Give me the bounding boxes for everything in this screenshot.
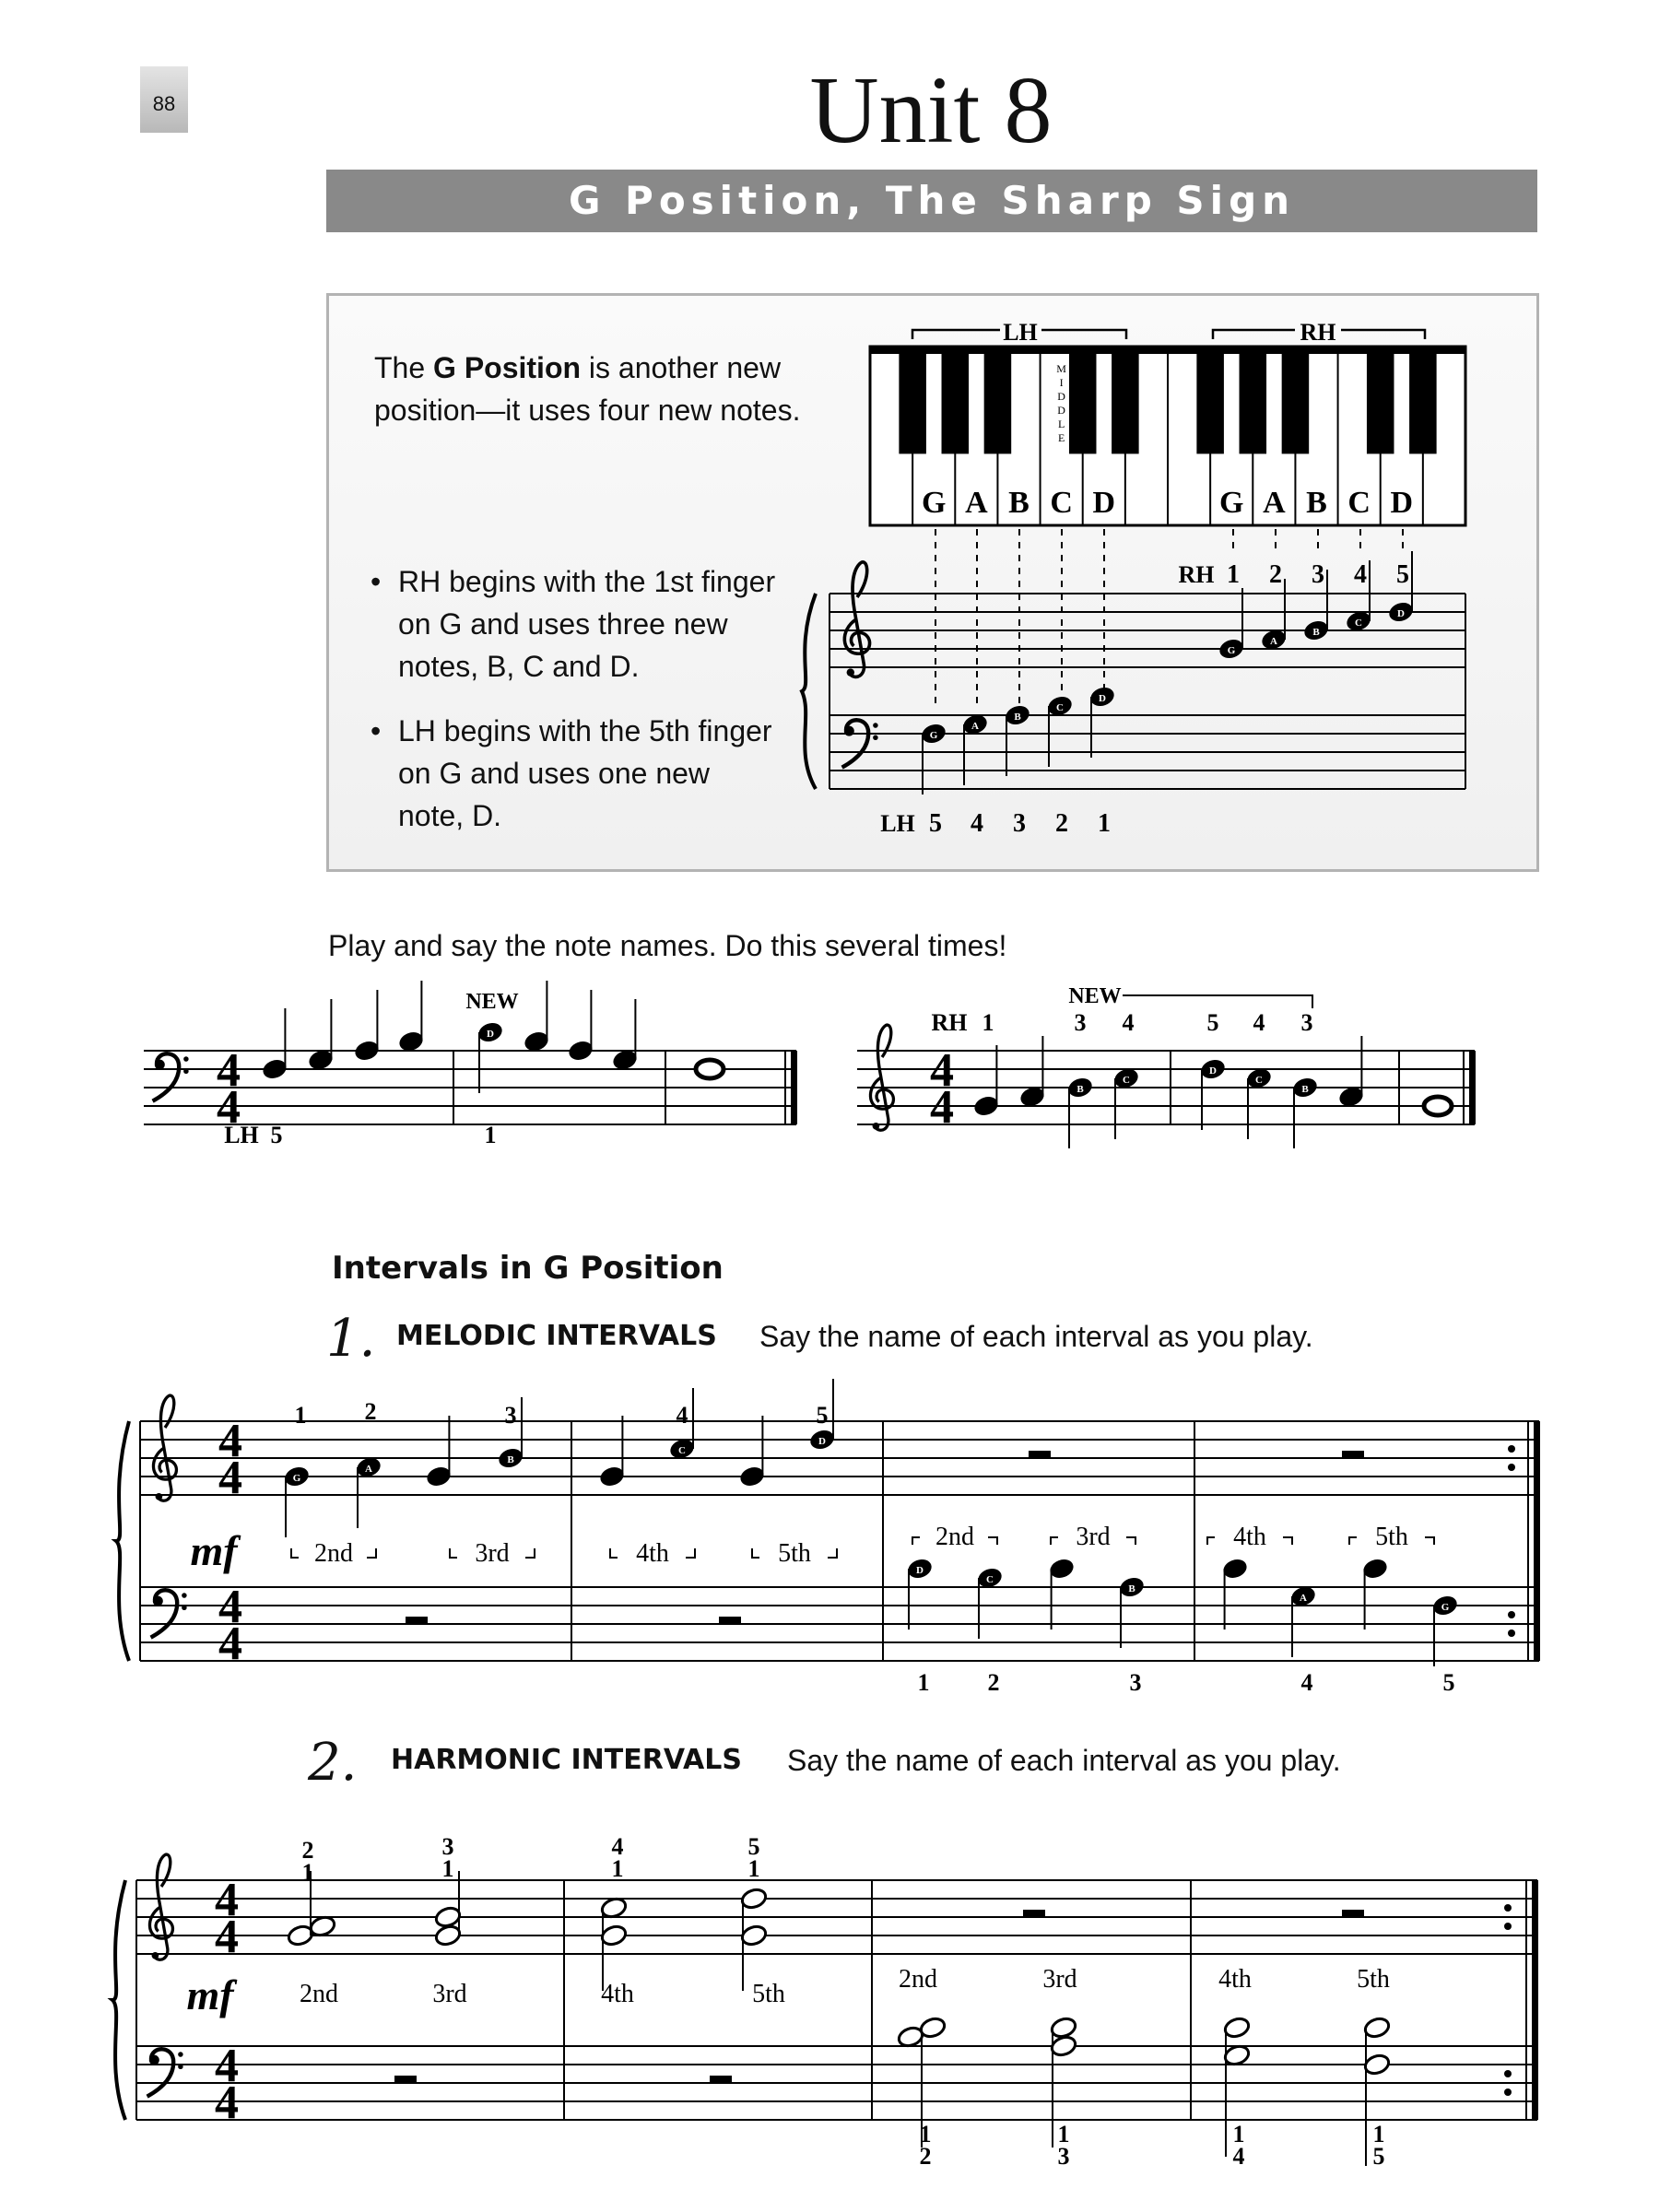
treble-clef <box>149 1854 172 1959</box>
note-letter: D <box>1099 693 1106 704</box>
rh-finger: 1 <box>294 1402 307 1429</box>
middle-letter: M <box>1056 362 1066 375</box>
bullet-rh-text: RH begins with the 1st finger on G and uses three new notes, B, C and D. <box>398 565 776 683</box>
half-note-head <box>600 1924 629 1947</box>
note-letter: C <box>1056 702 1064 713</box>
note-letter: D <box>916 1565 924 1576</box>
rh-finger: 3 <box>1300 1009 1313 1036</box>
rh-finger: 5 <box>1206 1009 1219 1036</box>
rh-finger-top: 4 <box>611 1833 624 1860</box>
rh-finger: 4 <box>1354 560 1367 589</box>
repeat-dot <box>1504 1904 1512 1912</box>
note-letter: C <box>1355 618 1362 629</box>
note-head <box>1048 1557 1075 1580</box>
black-key <box>899 347 926 453</box>
time-sig-top: 4 <box>217 1044 241 1097</box>
black-key <box>984 347 1012 453</box>
whole-rest <box>1023 1910 1045 1917</box>
note-letter: A <box>1270 636 1277 647</box>
note-letter: G <box>292 1473 301 1484</box>
whole-rest <box>1029 1451 1051 1458</box>
note-head <box>1018 1085 1045 1108</box>
repeat-dot <box>1504 2070 1512 2077</box>
harmonic-title: HARMONIC INTERVALS <box>391 1744 742 1776</box>
interval-label: 4th <box>1218 1965 1252 1994</box>
note-letter: B <box>1312 627 1320 638</box>
interval-label: 3rd <box>1076 1523 1111 1551</box>
note-head <box>1221 1557 1248 1580</box>
interval-label: 3rd <box>432 1980 467 2008</box>
interval-bracket-left <box>610 1548 618 1558</box>
middle-letter: I <box>1059 376 1064 389</box>
repeat-dot <box>1508 1630 1515 1637</box>
interval-bracket-right <box>525 1548 535 1558</box>
bass-clef <box>153 1053 189 1100</box>
note-head <box>567 1039 594 1062</box>
black-key <box>942 347 970 453</box>
note-letter: B <box>1301 1084 1309 1095</box>
note-head <box>738 1465 765 1488</box>
melodic-title: MELODIC INTERVALS <box>396 1320 717 1352</box>
half-note-head <box>1363 2016 1392 2040</box>
time-sig-top: 4 <box>218 1415 242 1467</box>
note-head <box>598 1465 625 1488</box>
note-head <box>307 1048 334 1071</box>
interval-label: 5th <box>752 1980 785 2008</box>
lh-finger: 1 <box>1098 809 1111 838</box>
lh-finger: 4 <box>971 809 983 838</box>
treble-clef <box>870 1025 893 1130</box>
key-label: A <box>965 486 988 520</box>
lh-finger: 1 <box>917 1669 930 1696</box>
intro-post: is another new position—it uses four new notes. <box>374 351 801 427</box>
interval-bracket-left <box>912 1537 920 1545</box>
lh-finger: 5 <box>929 809 942 838</box>
rh-finger-top: 5 <box>747 1833 760 1860</box>
interval-bracket-right <box>988 1537 997 1545</box>
interval-label: 3rd <box>475 1539 510 1568</box>
note-letter: D <box>487 1029 494 1040</box>
note-letter: A <box>971 721 979 732</box>
interval-bracket-right <box>367 1548 376 1558</box>
new-label: NEW <box>465 990 519 1014</box>
rh-finger: 1 <box>982 1009 994 1036</box>
interval-bracket-right <box>686 1548 695 1558</box>
whole-rest <box>406 1617 428 1624</box>
note-head <box>397 1030 424 1053</box>
melodic-number: 1. <box>326 1309 376 1369</box>
rh-finger-bottom: 1 <box>611 1855 624 1882</box>
intervals-heading: Intervals in G Position <box>332 1250 724 1287</box>
final-barline-thick <box>1534 1421 1540 1661</box>
interval-label: 4th <box>1233 1523 1266 1551</box>
note-head <box>261 1057 288 1080</box>
interval-label: 2nd <box>935 1523 974 1551</box>
note-letter: C <box>1255 1075 1263 1086</box>
repeat-dot <box>1508 1464 1515 1471</box>
black-key <box>1196 347 1224 453</box>
brace <box>116 1421 129 1661</box>
note-letter: C <box>1123 1075 1130 1086</box>
bass-clef <box>147 2049 183 2096</box>
brace <box>802 594 816 789</box>
intro-bold: G Position <box>433 351 582 384</box>
note-letter: C <box>678 1445 686 1456</box>
note-letter: G <box>1441 1602 1450 1613</box>
key-label: G <box>1218 486 1244 520</box>
lh-finger-top: 1 <box>1232 2121 1245 2147</box>
key-label: A <box>1263 486 1286 520</box>
interval-bracket-left <box>1207 1537 1215 1545</box>
whole-rest <box>710 2076 732 2083</box>
interval-label: 3rd <box>1042 1965 1077 1994</box>
note-letter: B <box>507 1454 514 1465</box>
half-note-head <box>1050 2016 1078 2040</box>
lh-label: LH <box>880 810 915 837</box>
repeat-dot <box>1508 1445 1515 1453</box>
key-label: B <box>1306 486 1327 520</box>
repeat-dot <box>1504 1923 1512 1930</box>
interval-label: 2nd <box>300 1980 338 2008</box>
note-head <box>353 1039 380 1062</box>
time-sig-top: 4 <box>218 1581 242 1633</box>
note-letter: D <box>1397 608 1405 619</box>
harmonic-number: 2. <box>308 1733 358 1793</box>
rh-finger-bottom: 1 <box>747 1855 760 1882</box>
time-sig-bottom: 4 <box>217 1081 241 1134</box>
bullet-dot: • <box>371 714 382 747</box>
rh-finger: 1 <box>1227 560 1240 589</box>
note-letter: B <box>1128 1583 1135 1594</box>
half-note-head <box>1223 2016 1252 2040</box>
bass-clef <box>842 720 878 767</box>
rh-finger-top: 2 <box>301 1837 314 1864</box>
interval-label: 2nd <box>899 1965 937 1994</box>
lh-finger-bottom: 5 <box>1372 2143 1385 2170</box>
lh-finger-top: 1 <box>1372 2121 1385 2147</box>
note-letter: B <box>1077 1084 1084 1095</box>
lh-finger: 1 <box>484 1122 497 1148</box>
rh-finger: 4 <box>1253 1009 1265 1036</box>
whole-rest <box>394 2076 417 2083</box>
instruction-text: Play and say the note names. Do this several times! <box>328 929 1007 962</box>
melodic-description: Say the name of each interval as you play. <box>759 1320 1313 1353</box>
lh-finger: 5 <box>1442 1669 1455 1696</box>
banner-title: G Position, The Sharp Sign <box>568 178 1296 223</box>
black-key <box>1240 347 1267 453</box>
lh-bracket-label: LH <box>1003 319 1038 346</box>
time-sig-bottom: 4 <box>930 1081 954 1134</box>
lh-finger: 2 <box>987 1669 1000 1696</box>
note-head <box>1337 1085 1364 1108</box>
interval-bracket-left <box>291 1548 299 1558</box>
new-label: NEW <box>1068 984 1122 1008</box>
rh-finger: 4 <box>676 1402 688 1429</box>
black-key <box>1282 347 1310 453</box>
lh-finger-bottom: 2 <box>919 2143 932 2170</box>
whole-note <box>696 1060 724 1078</box>
lh-finger: 3 <box>1129 1669 1142 1696</box>
note-head <box>972 1094 999 1117</box>
black-key <box>1112 347 1139 453</box>
lh-finger-top: 1 <box>1057 2121 1070 2147</box>
harmonic-grand-staff <box>112 1833 1538 2170</box>
key-label: G <box>921 486 947 520</box>
note-head <box>1361 1557 1388 1580</box>
lh-finger: 5 <box>270 1122 283 1148</box>
interval-label: 5th <box>1375 1523 1408 1551</box>
lh-finger: 4 <box>1300 1669 1313 1696</box>
treble-clef <box>844 562 869 677</box>
half-note-head <box>434 1905 463 1929</box>
interval-bracket-right <box>1126 1537 1135 1545</box>
note-letter: B <box>1014 712 1021 723</box>
black-key <box>1367 347 1394 453</box>
middle-letter: L <box>1057 418 1065 430</box>
time-sig-bottom: 4 <box>218 1452 242 1504</box>
middle-letter: D <box>1057 404 1065 417</box>
dynamic-mf: mf <box>190 1527 238 1574</box>
whole-note <box>1424 1097 1452 1115</box>
key-label: C <box>1347 486 1371 520</box>
treble-clef <box>153 1395 176 1500</box>
black-key <box>1069 347 1097 453</box>
dynamic-mf: mf <box>186 1971 234 2018</box>
interval-bracket-left <box>450 1548 457 1558</box>
brace <box>112 1880 125 2120</box>
key-label: C <box>1050 486 1073 520</box>
piano-keyboard <box>870 347 1465 525</box>
half-note-head <box>740 1924 769 1947</box>
rh-finger: 3 <box>1312 560 1324 589</box>
rh-finger-top: 3 <box>441 1833 454 1860</box>
note-letter: D <box>1209 1065 1217 1077</box>
rh-bracket-label: RH <box>1300 319 1336 346</box>
lh-finger-bottom: 3 <box>1057 2143 1070 2170</box>
interval-label: 2nd <box>314 1539 353 1568</box>
half-note-head <box>740 1887 769 1911</box>
note-letter: C <box>986 1574 994 1585</box>
new-bracket <box>1123 995 1312 1008</box>
bass-clef <box>151 1590 187 1637</box>
rh-finger: 5 <box>816 1402 829 1429</box>
lh-finger-bottom: 4 <box>1232 2143 1245 2170</box>
final-barline-thick <box>1469 1051 1476 1124</box>
whole-rest <box>1342 1451 1364 1458</box>
note-head <box>611 1048 638 1071</box>
interval-label: 4th <box>601 1980 634 2008</box>
rh-finger: 2 <box>1269 560 1282 589</box>
key-label: B <box>1008 486 1030 520</box>
repeat-dot <box>1508 1611 1515 1618</box>
note-letter: A <box>1300 1593 1307 1604</box>
harmonic-description: Say the name of each interval as you play. <box>787 1744 1341 1777</box>
rh-finger: 5 <box>1396 560 1409 589</box>
lh-finger: 2 <box>1055 809 1068 838</box>
rh-finger: 4 <box>1122 1009 1135 1036</box>
note-head <box>425 1465 452 1488</box>
key-label: D <box>1092 486 1116 520</box>
interval-bracket-right <box>1425 1537 1434 1545</box>
rh-finger-bottom: 1 <box>441 1855 454 1882</box>
final-barline-thick <box>1532 1880 1538 2120</box>
note-head <box>523 1030 549 1053</box>
note-letter: D <box>818 1436 826 1447</box>
page-number: 88 <box>152 92 176 115</box>
position-grand-staff <box>802 529 1465 838</box>
final-barline-thick <box>791 1051 797 1124</box>
time-sig-top: 4 <box>215 1874 239 1926</box>
melodic-grand-staff <box>116 1379 1540 1696</box>
note-letter: A <box>365 1464 372 1475</box>
bullet-lh-text: LH begins with the 5th finger on G and uses one new note, D. <box>398 714 772 832</box>
rh-label: RH <box>931 1009 968 1036</box>
interval-label: 5th <box>1357 1965 1390 1994</box>
half-note-head <box>1050 2034 1078 2058</box>
time-sig-bottom: 4 <box>218 1618 242 1670</box>
lh-label: LH <box>224 1122 259 1148</box>
lh-finger-top: 1 <box>919 2121 932 2147</box>
interval-bracket-right <box>1283 1537 1292 1545</box>
middle-letter: D <box>1057 390 1065 403</box>
time-sig-bottom: 4 <box>215 2077 239 2129</box>
unit-title: Unit 8 <box>809 57 1053 163</box>
time-sig-top: 4 <box>930 1044 954 1097</box>
interval-label: 5th <box>778 1539 811 1568</box>
interval-bracket-left <box>1051 1537 1058 1545</box>
note-letter: G <box>1227 645 1236 656</box>
exercise-staffs <box>144 981 1476 1148</box>
whole-rest <box>1342 1910 1364 1917</box>
half-note-head <box>1363 2053 1392 2077</box>
intro-pre: The <box>374 351 434 384</box>
whole-rest <box>719 1617 741 1624</box>
rh-label: RH <box>1178 561 1215 588</box>
half-note-head <box>434 1924 463 1947</box>
rh-finger-bottom: 1 <box>301 1859 314 1886</box>
middle-letter: E <box>1057 431 1065 444</box>
interval-label: 4th <box>636 1539 669 1568</box>
black-key <box>1409 347 1437 453</box>
time-sig-bottom: 4 <box>215 1911 239 1963</box>
lh-finger: 3 <box>1013 809 1026 838</box>
interval-bracket-right <box>828 1548 837 1558</box>
interval-bracket-left <box>752 1548 759 1558</box>
rh-finger: 3 <box>504 1402 517 1429</box>
rh-finger: 2 <box>364 1398 377 1425</box>
rh-finger: 3 <box>1074 1009 1087 1036</box>
note-letter: G <box>929 730 938 741</box>
key-label: D <box>1390 486 1414 520</box>
bullet-dot: • <box>371 565 382 598</box>
time-sig-top: 4 <box>215 2040 239 2092</box>
repeat-dot <box>1504 2088 1512 2096</box>
interval-bracket-left <box>1349 1537 1357 1545</box>
